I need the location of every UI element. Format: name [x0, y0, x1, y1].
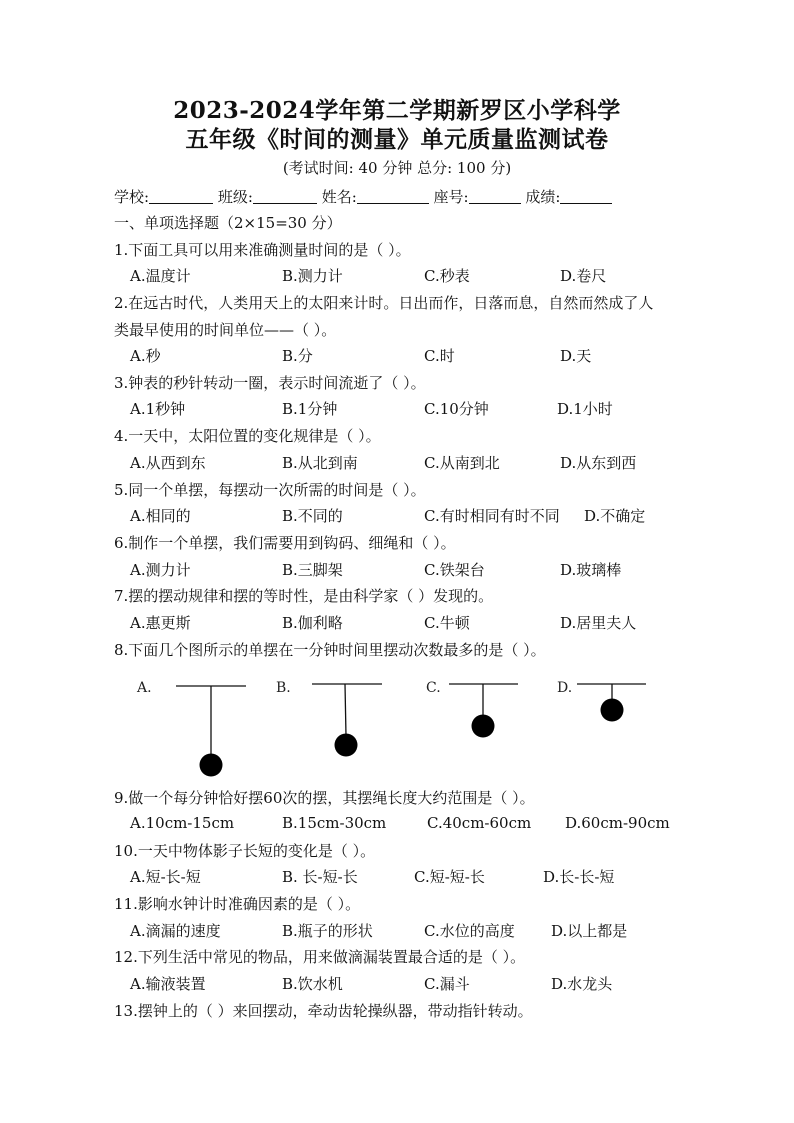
- q3-option-b[interactable]: B.1分钟: [282, 400, 338, 418]
- seat-label: 座号:: [433, 188, 469, 206]
- q9-option-d[interactable]: D.60cm-90cm: [565, 814, 670, 832]
- q12-option-a[interactable]: A.输液装置: [130, 975, 206, 993]
- q4-option-c[interactable]: C.从南到北: [424, 454, 500, 472]
- q4-option-b[interactable]: B.从北到南: [282, 454, 358, 472]
- q5-option-c[interactable]: C.有时相同有时不同: [424, 507, 560, 525]
- q7-option-d[interactable]: D.居里夫人: [560, 614, 637, 632]
- question-8: 8.下面几个图所示的单摆在一分钟时间里摆动次数最多的是（ ）。: [114, 641, 546, 659]
- q2-option-b[interactable]: B.分: [282, 347, 313, 365]
- pendulum-a-label: A.: [137, 680, 152, 696]
- q7-option-c[interactable]: C.牛顿: [424, 614, 470, 632]
- question-12: 12.下列生活中常见的物品，用来做滴漏装置最合适的是（ ）。: [114, 948, 526, 966]
- question-6: 6.制作一个单摆，我们需要用到钩码、细绳和（ ）。: [114, 534, 456, 552]
- q3-option-c[interactable]: C.10分钟: [424, 400, 489, 418]
- pendulum-c-label: C.: [426, 680, 441, 696]
- q1-option-a[interactable]: A.温度计: [130, 267, 191, 285]
- q11-option-b[interactable]: B.瓶子的形状: [282, 922, 373, 940]
- q9-option-a[interactable]: A.10cm-15cm: [130, 814, 235, 832]
- pendulum-a[interactable]: [136, 680, 246, 777]
- class-blank[interactable]: [253, 188, 317, 204]
- q6-option-c[interactable]: C.铁架台: [424, 561, 485, 579]
- question-5: 5.同一个单摆，每摆动一次所需的时间是（ ）。: [114, 481, 426, 499]
- q6-option-d[interactable]: D.玻璃棒: [560, 561, 622, 579]
- q5-option-a[interactable]: A.相同的: [130, 507, 191, 525]
- q5-option-d[interactable]: D.不确定: [584, 507, 646, 525]
- pendulum-c[interactable]: [426, 680, 518, 738]
- q3-option-a[interactable]: A.1秒钟: [130, 400, 186, 418]
- q11-option-d[interactable]: D.以上都是: [551, 922, 628, 940]
- question-10: 10.一天中物体影子长短的变化是（ ）。: [114, 842, 376, 860]
- exam-title-line1: 2023-2024学年第二学期新罗区小学科学: [173, 97, 621, 124]
- q12-option-d[interactable]: D.水龙头: [551, 975, 613, 993]
- q11-option-c[interactable]: C.水位的高度: [424, 922, 515, 940]
- q12-option-c[interactable]: C.漏斗: [424, 975, 470, 993]
- q4-option-a[interactable]: A.从西到东: [130, 454, 206, 472]
- q11-option-a[interactable]: A.滴漏的速度: [130, 922, 221, 940]
- section-heading: 一、单项选择题（2×15=30 分）: [114, 214, 342, 232]
- question-9: 9.做一个每分钟恰好摆60次的摆，其摆绳长度大约范围是（ ）。: [114, 789, 535, 807]
- q7-option-b[interactable]: B.伽利略: [282, 614, 343, 632]
- q12-option-b[interactable]: B.饮水机: [282, 975, 343, 993]
- q7-option-a[interactable]: A.惠更斯: [130, 614, 191, 632]
- pendulum-c-bob: [472, 715, 495, 738]
- pendulum-a-bob: [200, 754, 223, 777]
- q4-option-d[interactable]: D.从东到西: [560, 454, 637, 472]
- name-blank[interactable]: [357, 188, 429, 204]
- q10-option-c[interactable]: C.短-短-长: [414, 868, 485, 886]
- q1-option-c[interactable]: C.秒表: [424, 267, 470, 285]
- class-label: 班级:: [217, 188, 253, 206]
- q1-option-b[interactable]: B.测力计: [282, 267, 343, 285]
- score-blank[interactable]: [560, 188, 612, 204]
- q2-option-d[interactable]: D.天: [560, 347, 592, 365]
- seat-blank[interactable]: [469, 188, 521, 204]
- q9-option-b[interactable]: B.15cm-30cm: [282, 814, 387, 832]
- q2-option-c[interactable]: C.时: [424, 347, 455, 365]
- question-2: 2.在远古时代，人类用天上的太阳来计时。日出而作，日落而息，自然而然成了人: [114, 294, 654, 312]
- question-11: 11.影响水钟计时准确因素的是（ ）。: [114, 895, 361, 913]
- exam-title-line2: 五年级《时间的测量》单元质量监测试卷: [185, 126, 609, 153]
- q10-option-b[interactable]: B. 长-短-长: [282, 868, 358, 886]
- pendulum-b-string: [345, 684, 346, 736]
- q9-option-c[interactable]: C.40cm-60cm: [427, 814, 532, 832]
- school-label: 学校:: [114, 188, 150, 206]
- q3-option-d[interactable]: D.1小时: [557, 400, 613, 418]
- pendulum-d-bob: [601, 699, 624, 722]
- pendulum-d[interactable]: [557, 680, 646, 722]
- school-blank[interactable]: [149, 188, 213, 204]
- q6-option-b[interactable]: B.三脚架: [282, 561, 343, 579]
- question-1: 1.下面工具可以用来准确测量时间的是（ ）。: [114, 241, 411, 259]
- exam-subtitle: (考试时间: 40 分钟 总分: 100 分): [282, 159, 512, 177]
- q10-option-d[interactable]: D.长-长-短: [543, 868, 615, 886]
- pendulum-figures: [0, 672, 794, 782]
- question-13: 13.摆钟上的（ ）来回摆动，牵动齿轮操纵器，带动指针转动。: [114, 1002, 533, 1020]
- pendulum-b[interactable]: [276, 680, 382, 757]
- question-3: 3.钟表的秒针转动一圈，表示时间流逝了（ ）。: [114, 374, 426, 392]
- question-4: 4.一天中，太阳位置的变化规律是（ ）。: [114, 427, 381, 445]
- q10-option-a[interactable]: A.短-长-短: [130, 868, 201, 886]
- pendulum-b-bob: [335, 734, 358, 757]
- pendulum-b-label: B.: [276, 680, 291, 696]
- name-label: 姓名:: [321, 188, 357, 206]
- q1-option-d[interactable]: D.卷尺: [560, 267, 607, 285]
- question-7: 7.摆的摆动规律和摆的等时性，是由科学家（ ）发现的。: [114, 587, 494, 605]
- pendulum-d-label: D.: [557, 680, 573, 696]
- question-2-cont: 类最早使用的时间单位——（ ）。: [114, 321, 337, 339]
- q6-option-a[interactable]: A.测力计: [130, 561, 191, 579]
- q5-option-b[interactable]: B.不同的: [282, 507, 343, 525]
- score-label: 成绩:: [525, 188, 561, 206]
- q2-option-a[interactable]: A.秒: [130, 347, 161, 365]
- student-info-row: [114, 186, 612, 207]
